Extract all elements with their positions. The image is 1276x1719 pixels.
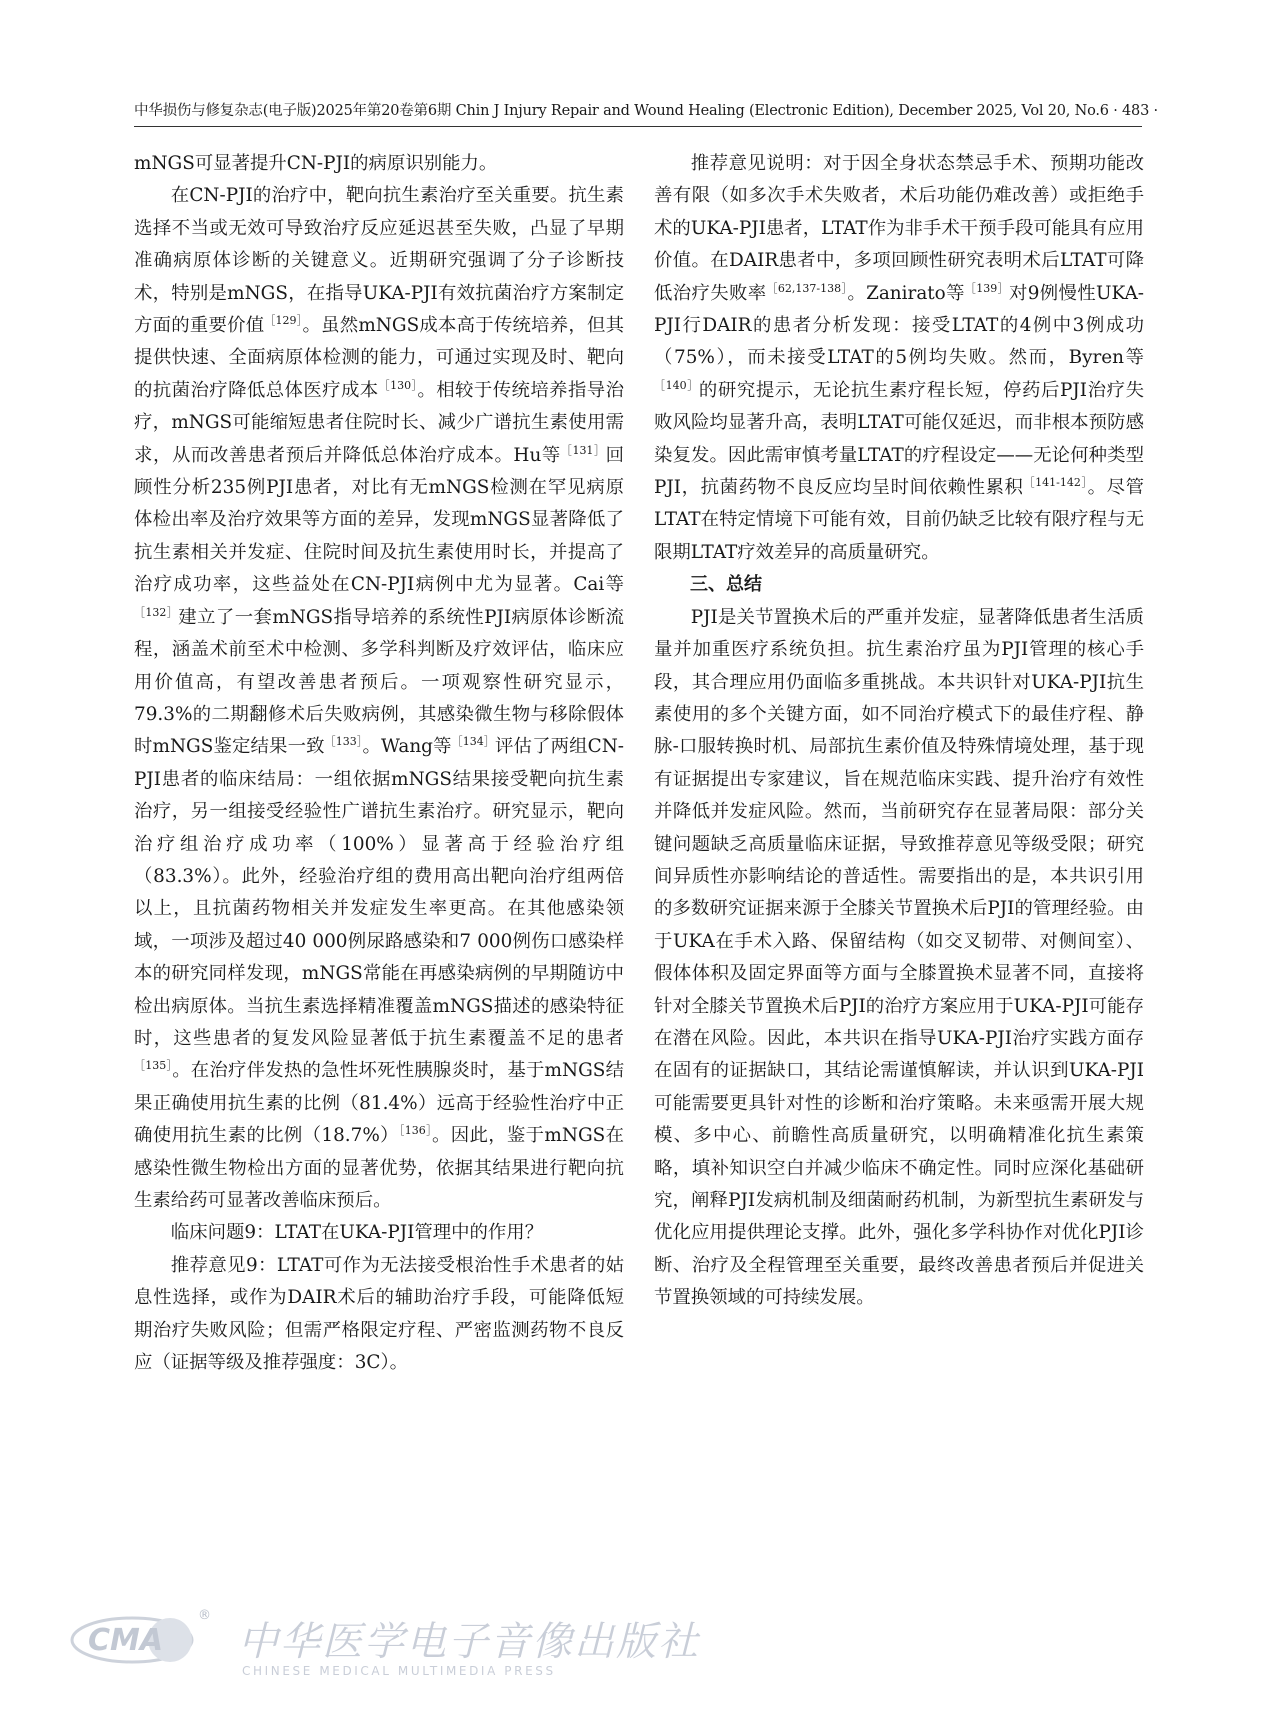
summary-paragraph: PJI是关节置换术后的严重并发症，显著降低患者生活质量并加重医疗系统负担。抗生素治疗虽为PJI管理的核心手段，其合理应用仍面临多重挑战。本共识针对UKA-PJI抗生素使用的多个关键方面，如不同治疗模式下的最佳疗程、静脉-口服转换时机、局部抗生素价值及特殊情境处理，基于现有证据提出专家建议，旨在规范临床实践、提升治疗有效性并降低并发症风险。然而，当前研究存在显著局限：部分关键问题缺乏高质量临床证据，导致推荐意见等级受限；研究间异质性亦影响结论的普适性。需要指出的是，本共识引用的多数研究证据来源于全膝关节置换术后PJI的管理经验。由于UKA在手术入路、保留结构（如交叉韧带、对侧间室）、假体体积及固定界面等方面与全膝置换术显著不同，直接将针对全膝关节置换术后PJI的治疗方案应用于UKA-PJI可能存在潜在风险。因此，本共识在指导UKA-PJI治疗实践方面存在固有的证据缺口，其结论需谨慎解读，并认识到UKA-PJI可能需要更具针对性的诊断和治疗策略。未来亟需开展大规模、多中心、前瞻性高质量研究，以明确精准化抗生素策略，填补知识空白并减少临床不确定性。同时应深化基础研究，阐释PJI发病机制及细菌耐药机制，为新型抗生素研发与优化应用提供理论支撑。此外，强化多学科协作对优化PJI诊断、治疗及全程管理至关重要，最终改善患者预后并促进关节置换领域的可持续发展。 (654, 606, 1144, 1309)
citation-ref: ［135］ (134, 1059, 173, 1073)
paragraph: mNGS可显著提升CN-PJI的病原识别能力。 (134, 153, 498, 174)
citation-ref: ［133］ (324, 735, 363, 749)
citation-ref: ［134］ (451, 735, 496, 749)
citation-ref: ［132］ (134, 605, 179, 619)
registered-mark: ® (198, 1608, 211, 1623)
section-heading-summary: 三、总结 (690, 574, 762, 596)
recommendation-9: 推荐意见9：LTAT可作为无法接受根治性手术患者的姑息性选择，或作为DAIR术后的辅助治疗手段，可能降低短期治疗失败风险；但需严格限定疗程、严密监测药物不良反应（证据等级及推荐强度：3C）。 (134, 1254, 624, 1374)
citation-ref: ［131］ (560, 443, 606, 457)
publisher-name-en: CHINESE MEDICAL MULTIMEDIA PRESS (242, 1664, 556, 1678)
publisher-name-cn: 中华医学电子音像出版社 (238, 1619, 700, 1665)
citation-ref: ［62,137-138］ (766, 281, 848, 295)
citation-ref: ［139］ (964, 281, 1009, 295)
running-header: 中华损伤与修复杂志(电子版)2025年第20卷第6期 Chin J Injury Repair and Wound Healing (Electronic Edition), December 2025, Vol 20, No.6 · 483 · (134, 103, 1158, 119)
citation-ref: ［140］ (654, 378, 699, 392)
recommendation-explanation: 推荐意见说明：对于因全身状态禁忌手术、预期功能改善有限（如多次手术失败者，术后功能仍难改善）或拒绝手术的UKA-PJI患者，LTAT作为非手术干预手段可能具有应用价值。在DAIR患者中，多项回顾性研究表明术后LTAT可降低治疗失败率$^{[62,137-138]}$。Zanirato等$^{[139]}$对9例慢性UKA-PJI行DAIR的患者分析发现：接受LTAT的4例中3例成功（75%），而未接受LTAT的5例均失败。然而，Byren等$^{[140]}$的研究提示，无论抗生素疗程长短，停药后PJI治疗失败风险均显著升高，表明LTAT可能仅延迟，而非根本预防感染复发。因此需审慎考量LTAT的疗程设定——无论何种类型PJI，抗菌药物不良反应均呈时间依赖性累积$^{[141-142]}$。尽管LTAT在特定情境下可能有效，目前仍缺乏比较有限疗程与无限期LTAT疗效差异的高质量研究。 (654, 153, 1145, 563)
citation-ref: ［130］ (378, 378, 418, 392)
header-rule (134, 126, 1142, 127)
left-column (134, 148, 624, 1379)
cma-logo-icon (70, 1614, 200, 1666)
citation-ref: ［141-142］ (1023, 476, 1088, 490)
logo-mark-text: CMA (88, 1623, 164, 1658)
clinical-question-9: 临床问题9：LTAT在UKA-PJI管理中的作用？ (170, 1222, 544, 1244)
citation-ref: ［136］ (398, 1124, 432, 1138)
citation-ref: ［129］ (264, 314, 303, 328)
paragraph: 在CN-PJI的治疗中，靶向抗生素治疗至关重要。抗生素选择不当或无效可导致治疗反应延迟甚至失败，凸显了早期准确病原体诊断的关键意义。近期研究强调了分子诊断技术，特别是mNGS，在指导UKA-PJI有效抗菌治疗方案制定方面的重要价值$^{[129]}$。虽然mNGS成本高于传统培养，但其提供快速、全面病原体检测的能力，可通过实现及时、靶向的抗菌治疗降低总体医疗成本$^{[130]}$。相较于传统培养指导治疗，mNGS可能缩短患者住院时长、减少广谱抗生素使用需求，从而改善患者预后并降低总体治疗成本。Hu等$^{[131]}$回顾性分析235例PJI患者，对比有无mNGS检测在罕见病原体检出率及治疗效果等方面的差异，发现mNGS显著降低了抗生素相关并发症、住院时间及抗生素使用时长，并提高了治疗成功率，这些益处在CN-PJI病例中尤为显著。Cai等$^{[132]}$建立了一套mNGS指导培养的系统性PJI病原体诊断流程，涵盖术前至术中检测、多学科判断及疗效评估，临床应用价值高，有望改善患者预后。一项观察性研究显示，79.3%的二期翻修术后失败病例，其感染微生物与移除假体时mNGS鉴定结果一致$^{[133]}$。Wang等$^{[134]}$评估了两组CN-PJI患者的临床结局：一组依据mNGS结果接受靶向抗生素治疗，另一组接受经验性广谱抗生素治疗。研究显示，靶向治疗组治疗成功率（100%）显著高于经验治疗组（83.3%）。此外，经验治疗组的费用高出靶向治疗组两倍以上，且抗菌药物相关并发症发生率更高。在其他感染领域，一项涉及超过40 000例尿路感染和7 000例伤口感染样本的研究同样发现，mNGS常能在再感染病例的早期随访中检出病原体。当抗生素选择精准覆盖mNGS描述的感染特征时，这些患者的复发风险显著低于抗生素覆盖不足的患者$^{[135]}$。在治疗伴发热的急性坏死性胰腺炎时，基于mNGS结果正确使用抗生素的比例（81.4%）远高于经验性治疗中正确使用抗生素的比例$(18.7\%)^{[136]}$。因此，鉴于mNGS在感染性微生物检出方面的显著优势，依据其结果进行靶向抗生素给药可显著改善临床预后。 (134, 185, 625, 1211)
right-column (654, 148, 1144, 1315)
publisher-footer (70, 1608, 700, 1684)
